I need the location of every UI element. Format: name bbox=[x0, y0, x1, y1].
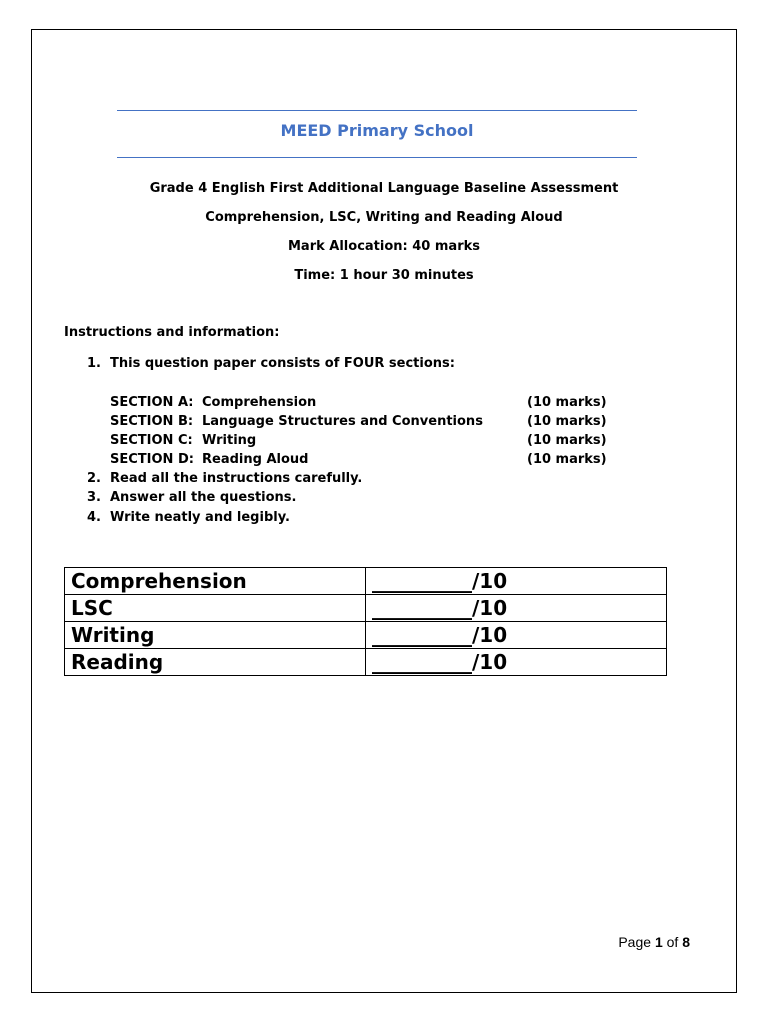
section-marks: (10 marks) bbox=[527, 452, 607, 467]
page-label: Page bbox=[618, 934, 652, 950]
section-marks: (10 marks) bbox=[527, 395, 607, 410]
table-row bbox=[65, 622, 667, 649]
section-marks: (10 marks) bbox=[527, 414, 607, 429]
page-footer bbox=[618, 934, 690, 950]
assessment-subtitle: Comprehension, LSC, Writing and Reading Aloud bbox=[205, 210, 563, 225]
table-row bbox=[65, 568, 667, 595]
section-name: Language Structures and Conventions bbox=[202, 414, 483, 429]
page-total: 8 bbox=[682, 934, 690, 950]
score-table bbox=[64, 567, 667, 676]
section-name: Writing bbox=[202, 433, 257, 448]
assessment-title: Grade 4 English First Additional Language Baseline Assessment bbox=[149, 181, 619, 196]
section-marks: (10 marks) bbox=[527, 433, 607, 448]
section-name: Reading Aloud bbox=[202, 452, 309, 467]
score-label: Comprehension bbox=[65, 568, 366, 595]
score-label: Reading bbox=[65, 649, 366, 676]
score-field: __________/10 bbox=[366, 568, 667, 595]
instruction-text: This question paper consists of FOUR sections: bbox=[110, 356, 455, 371]
page-current: 1 bbox=[654, 934, 663, 950]
instruction-number: 2. bbox=[87, 471, 101, 486]
section-code: SECTION B: bbox=[110, 414, 194, 429]
section-code: SECTION D: bbox=[110, 452, 194, 467]
instruction-number: 3. bbox=[87, 490, 101, 505]
score-field: __________/10 bbox=[366, 649, 667, 676]
section-code: SECTION C: bbox=[110, 433, 193, 448]
mark-allocation: Mark Allocation: 40 marks bbox=[288, 239, 480, 254]
school-name: MEED Primary School bbox=[280, 121, 474, 140]
section-code: SECTION A: bbox=[110, 395, 194, 410]
table-row bbox=[65, 595, 667, 622]
header-rule-bottom bbox=[117, 157, 637, 158]
table-row bbox=[65, 649, 667, 676]
instruction-number: 4. bbox=[87, 510, 101, 525]
page-of-label: of bbox=[666, 934, 679, 950]
score-label: Writing bbox=[65, 622, 366, 649]
instruction-text: Answer all the questions. bbox=[110, 490, 297, 505]
score-field: __________/10 bbox=[366, 622, 667, 649]
instructions-heading: Instructions and information: bbox=[64, 325, 280, 340]
section-name: Comprehension bbox=[202, 395, 317, 410]
instruction-text: Write neatly and legibly. bbox=[110, 510, 290, 525]
header-rule-top bbox=[117, 110, 637, 111]
time-allowed: Time: 1 hour 30 minutes bbox=[294, 268, 474, 283]
score-label: LSC bbox=[65, 595, 366, 622]
instruction-number: 1. bbox=[87, 356, 101, 371]
score-field: __________/10 bbox=[366, 595, 667, 622]
instruction-text: Read all the instructions carefully. bbox=[110, 471, 363, 486]
